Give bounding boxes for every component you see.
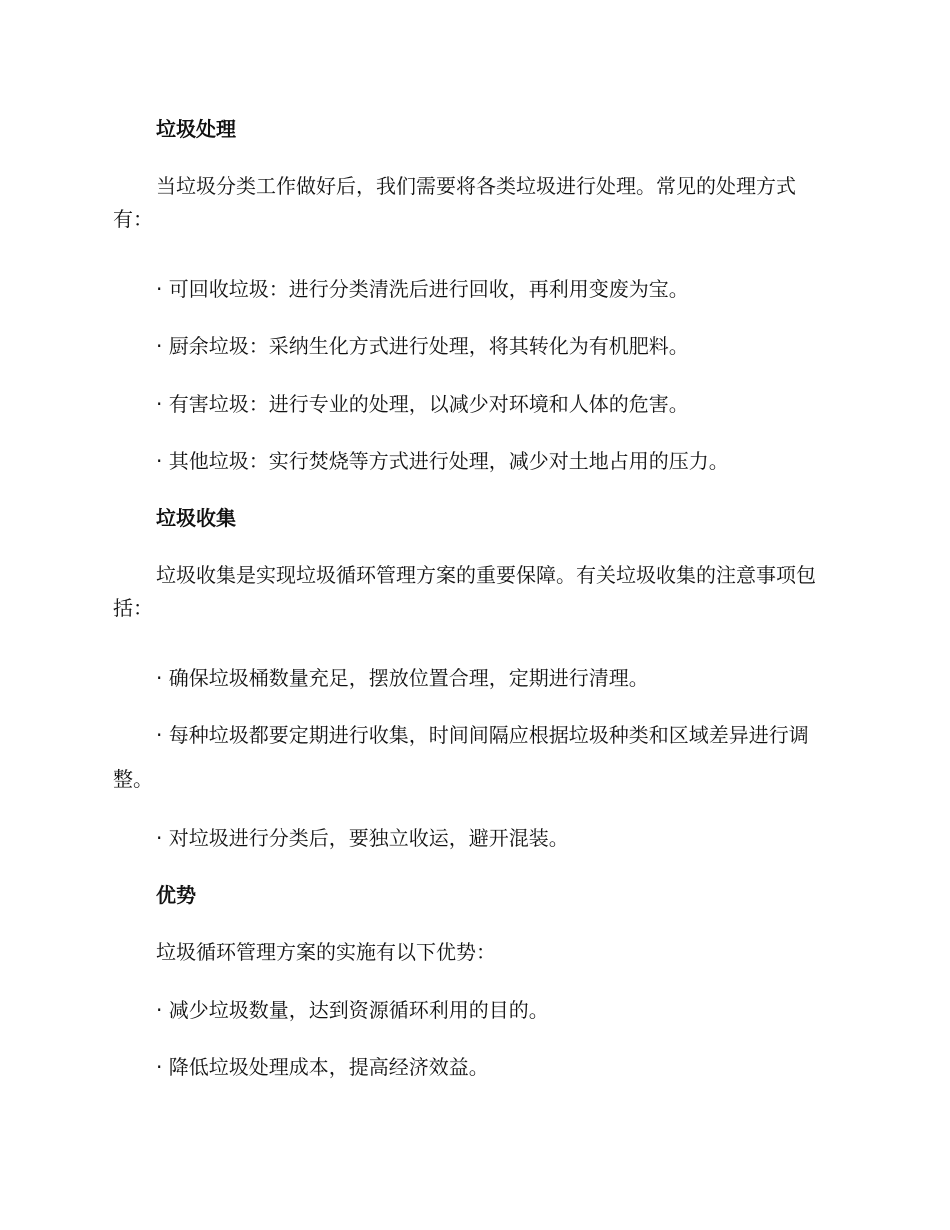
list-item: · 减少垃圾数量，达到资源循环利用的目的。 [156,998,549,1022]
section-heading-processing: 垃圾处理 [156,117,236,141]
list-item: · 确保垃圾桶数量充足，摆放位置合理，定期进行清理。 [156,666,649,690]
list-item: · 每种垃圾都要定期进行收集，时间间隔应根据垃圾种类和区域差异进行调整。 [113,723,809,791]
list-item: · 可回收垃圾：进行分类清洗后进行回收，再利用变废为宝。 [156,277,689,301]
list-item: · 其他垃圾：实行焚烧等方式进行处理，减少对土地占用的压力。 [156,449,729,473]
section-intro-collection: 垃圾收集是实现垃圾循环管理方案的重要保障。有关垃圾收集的注意事项包括： [113,563,816,620]
section-heading-collection: 垃圾收集 [156,506,236,530]
list-item: · 厨余垃圾：采纳生化方式进行处理，将其转化为有机肥料。 [156,334,689,358]
section-heading-advantages: 优势 [156,883,196,907]
list-item: · 降低垃圾处理成本，提高经济效益。 [156,1055,489,1079]
list-item: · 对垃圾进行分类后，要独立收运，避开混装。 [156,826,569,850]
section-intro-processing: 当垃圾分类工作做好后，我们需要将各类垃圾进行处理。常见的处理方式有： [113,174,796,231]
list-item: · 有害垃圾：进行专业的处理，以减少对环境和人体的危害。 [156,392,689,416]
section-intro-advantages: 垃圾循环管理方案的实施有以下优势： [156,940,496,964]
